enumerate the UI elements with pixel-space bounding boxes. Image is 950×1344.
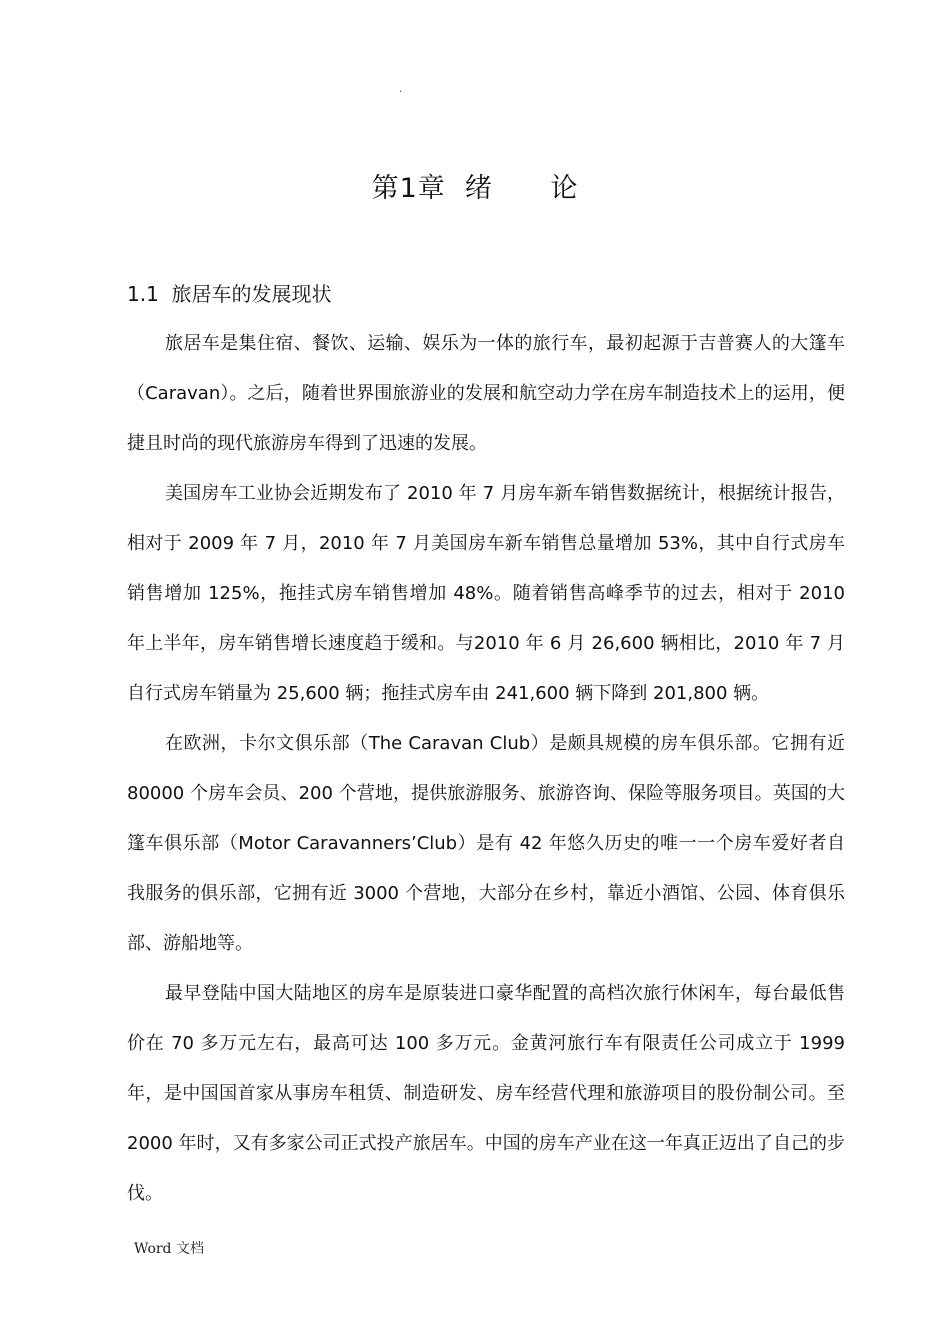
header-dot: . [399, 84, 403, 95]
chapter-title: 第1章 绪 论 [371, 173, 579, 204]
body-text [127, 319, 845, 1219]
paragraph-china-market: 最早登陆中国大陆地区的房车是原装进口豪华配置的高档次旅行休闲车，每台最低售价在 70 多万元左右，最高可达 100 多万元。金黄河旅行车有限责任公司成立于 1999 年，是中国国首家从事房车租赁、制造研发、房车经营代理和旅游项目的股份制公司。至 2000 年时，又有多家公司正式投产旅居车。中国的房车产业在这一年真正迈出了自己的步伐。 [127, 983, 845, 1204]
paragraph-europe-clubs: 在欧洲，卡尔文俱乐部（The Caravan Club）是颇具规模的房车俱乐部。它拥有近 80000 个房车会员、200 个营地，提供旅游服务、旅游咨询、保险等服务项目。英国的大篷车俱乐部（Motor Caravanners’Club）是有 42 年悠久历史的唯一一个房车爱好者自我服务的俱乐部，它拥有近 3000 个营地，大部分在乡村，靠近小酒馆、公园、体育俱乐部、游船地等。 [127, 733, 845, 954]
footer-label: Word 文档 [134, 1241, 204, 1257]
paragraph-origin: 旅居车是集住宿、餐饮、运输、娱乐为一体的旅行车，最初起源于吉普赛人的大篷车（Caravan）。之后，随着世界围旅游业的发展和航空动力学在房车制造技术上的运用，便捷且时尚的现代旅游房车得到了迅速的发展。 [127, 333, 845, 454]
section-heading: 1.1 旅居车的发展现状 [127, 282, 332, 306]
paragraph-us-sales: 美国房车工业协会近期发布了 2010 年 7 月房车新车销售数据统计，根据统计报告，相对于 2009 年 7 月，2010 年 7 月美国房车新车销售总量增加 53%，其中自行式房车销售增加 125%，拖挂式房车销售增加 48%。随着销售高峰季节的过去，相对于 2010 年上半年，房车销售增长速度趋于缓和。与2010 年 6 月 26,600 辆相比，2010 年 7 月自行式房车销量为 25,600 辆；拖挂式房车由 241,600 辆下降到 201,800 辆。 [127, 483, 845, 704]
